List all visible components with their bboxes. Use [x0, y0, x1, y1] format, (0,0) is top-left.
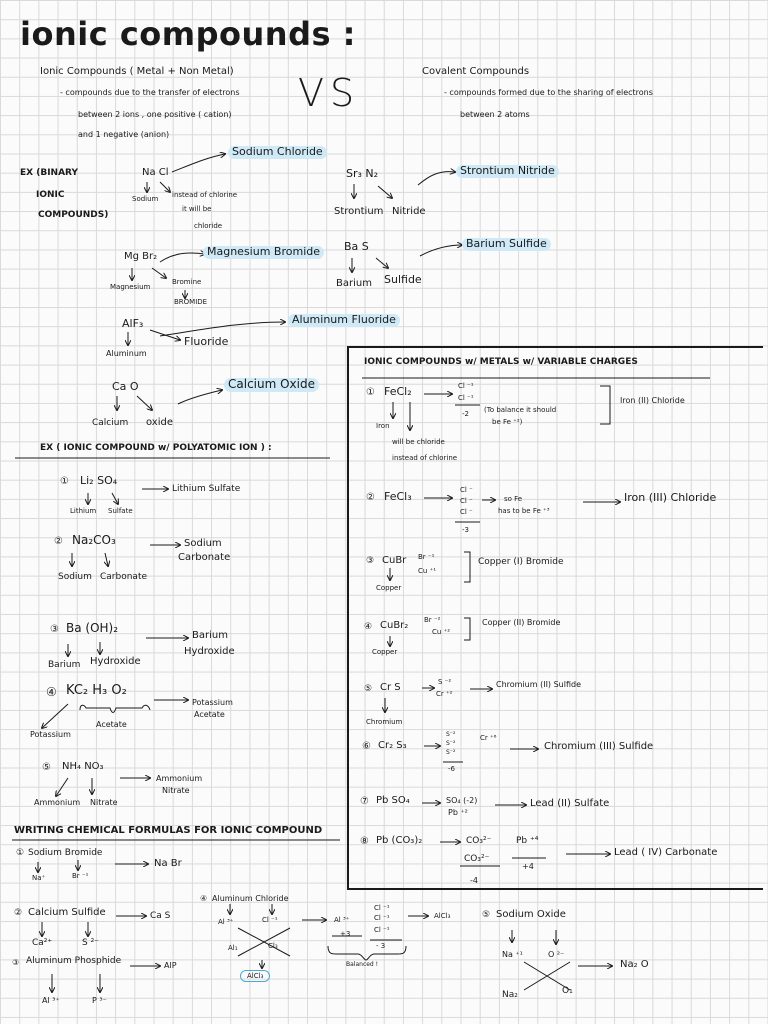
v6-extra: Cr ⁺⁶ [480, 734, 497, 742]
ionic-def-line1: - compounds due to the transfer of electrons [60, 88, 240, 97]
alf-formula: AlF₃ [122, 317, 144, 330]
w2-name: Calcium Sulfide [28, 907, 106, 918]
vs-label: VS [298, 71, 361, 115]
nacl-sodium: Sodium [132, 195, 159, 203]
poly-2-name: Sodium [184, 538, 222, 549]
v1-b: will be chloride [392, 438, 445, 446]
v1-b2: instead of chlorine [392, 454, 458, 462]
v1-note2: be Fe ⁺²) [492, 418, 523, 426]
cao-formula: Ca O [112, 380, 139, 393]
v2-num: ② [366, 492, 375, 503]
v4-formula: CuBr₂ [380, 620, 409, 631]
v2-note: so Fe [504, 495, 523, 503]
w4-al2: +3 [340, 930, 351, 938]
w5-c: Na₂ [502, 990, 518, 1000]
v2-formula: FeCl₃ [384, 490, 412, 503]
poly-2-a: Sodium [58, 572, 92, 582]
v1-ion1: Cl ⁻¹ [458, 382, 474, 390]
poly-3-b: Hydroxide [90, 656, 141, 667]
w5-result: Na₂ O [620, 959, 649, 970]
v8-formula: Pb (CO₃)₂ [376, 835, 423, 846]
poly-4-formula: KC₂ H₃ O₂ [66, 683, 127, 698]
w4-cl4: - 3 [376, 942, 386, 950]
v1-name: Iron (II) Chloride [620, 396, 685, 405]
variable-heading: IONIC COMPOUNDS w/ METALS w/ VARIABLE CHARGES [364, 357, 638, 367]
v6-ion1: S⁻² [446, 731, 456, 738]
v5-ion2: Cr ⁺² [436, 690, 453, 698]
bas-sulfide: Sulfide [384, 273, 422, 286]
v2-note2: has to be Fe ⁺³ [498, 507, 550, 515]
w4-cl3: Cl ⁻¹ [374, 926, 390, 934]
w4-cl1: Cl ⁻¹ [374, 904, 390, 912]
poly-4-a: Potassium [30, 730, 71, 739]
poly-heading: EX ( IONIC COMPOUND w/ POLYATOMIC ION ) : [40, 443, 272, 453]
v8-extra: Pb ⁺⁴ [516, 836, 539, 846]
bas-name: Barium Sulfide [462, 238, 551, 251]
w3-result: AlP [164, 961, 177, 970]
v7-name: Lead (II) Sulfate [530, 798, 610, 809]
v3-num: ③ [366, 556, 375, 566]
v3-formula: CuBr [382, 555, 407, 566]
w3-num: ③ [12, 958, 20, 967]
v8-ion2: CO₃²⁻ [464, 854, 490, 864]
poly-1-b: Sulfate [108, 507, 133, 515]
w4-d: Cl₃ [268, 942, 278, 950]
mgbr-magnesium: Magnesium [110, 283, 151, 291]
v2-ion1: Cl ⁻ [460, 486, 473, 494]
poly-4-num: ④ [46, 685, 57, 699]
v1-num: ① [366, 387, 375, 398]
v7-ion2: Pb ⁺² [448, 808, 468, 817]
w1-name: Sodium Bromide [28, 848, 103, 858]
poly-2-name2: Carbonate [178, 552, 231, 563]
w5-d: O₁ [562, 986, 573, 996]
poly-3-formula: Ba (OH)₂ [66, 621, 119, 635]
v1-note: (To balance it should [484, 406, 557, 414]
v2-ion3: Cl ⁻ [460, 508, 473, 516]
w1-a: Na⁺ [32, 874, 46, 882]
w4-b: Cl ⁻¹ [262, 916, 278, 924]
mgbr-bromine: Bromine [172, 278, 202, 286]
covalent-def-line2: between 2 atoms [460, 110, 530, 119]
alf-name: Aluminum Fluoride [288, 314, 400, 327]
v5-ion1: S ⁻² [438, 678, 452, 686]
alf-fluoride: Fluoride [184, 335, 229, 348]
v6-num: ⑥ [362, 741, 371, 752]
poly-3-name2: Hydroxide [184, 646, 235, 657]
mgbr-formula: Mg Br₂ [124, 251, 158, 262]
bas-formula: Ba S [344, 240, 369, 253]
poly-3-num: ③ [50, 624, 59, 635]
v1-ion2: Cl ⁻¹ [458, 394, 474, 402]
w4-name: Aluminum Chloride [212, 894, 289, 903]
w3-name: Aluminum Phosphide [26, 956, 122, 966]
w4-c: Al₁ [228, 944, 238, 952]
v6-ion4: -6 [448, 765, 455, 773]
w4-result: AlCl₃ [434, 912, 451, 920]
mgbr-bromide: BROMIDE [174, 298, 208, 306]
poly-2-num: ② [54, 536, 63, 547]
w3-a: Al ³⁺ [42, 996, 60, 1005]
srn-nitride: Nitride [392, 206, 426, 217]
srn-name: Strontium Nitride [456, 165, 559, 178]
v6-ion3: S⁻² [446, 749, 456, 756]
poly-2-b: Carbonate [100, 572, 148, 582]
ionic-def-line2: between 2 ions , one positive ( cation) [78, 110, 232, 119]
v3-name: Copper (I) Bromide [478, 557, 564, 567]
w2-num: ② [14, 908, 23, 918]
v8-ion1: CO₃²⁻ [466, 836, 492, 846]
v7-ion1: SO₄ (-2) [446, 796, 478, 805]
w5-num: ⑤ [482, 910, 491, 920]
v8-num: ⑧ [360, 836, 369, 847]
v3-copper: Copper [376, 584, 402, 592]
v5-formula: Cr S [380, 682, 401, 693]
v6-formula: Cr₂ S₃ [378, 740, 407, 751]
v6-name: Chromium (III) Sulfide [544, 741, 654, 752]
v7-num: ⑦ [360, 796, 369, 807]
v4-ion2: Cu ⁺² [432, 628, 451, 636]
poly-4-b: Acetate [96, 720, 127, 729]
v5-num: ⑤ [364, 684, 373, 694]
w5-b: O ²⁻ [548, 950, 565, 959]
w4-res-box: AlCl₃ [240, 970, 270, 982]
v4-name: Copper (II) Bromide [482, 618, 561, 627]
srn-formula: Sr₃ N₂ [346, 167, 379, 180]
v8-name: Lead ( IV) Carbonate [614, 847, 718, 858]
v8-extra2: +4 [522, 862, 534, 871]
bas-barium: Barium [336, 278, 372, 289]
cao-calcium: Calcium [92, 418, 129, 428]
v1-iron: Iron [376, 422, 390, 430]
nacl-formula: Na Cl [142, 167, 169, 178]
ionic-heading: Ionic Compounds ( Metal + Non Metal) [40, 66, 234, 77]
v4-num: ④ [364, 622, 373, 632]
w2-b: S ²⁻ [82, 938, 99, 948]
nacl-note-3: chloride [194, 222, 223, 230]
ionic-def-line3: and 1 negative (anion) [78, 130, 170, 139]
w4-balanced: Balanced ! [346, 961, 379, 968]
writing-heading: WRITING CHEMICAL FORMULAS FOR IONIC COMPOUND [14, 825, 323, 836]
w1-num: ① [16, 848, 25, 858]
poly-3-name: Barium [192, 630, 228, 641]
poly-2-formula: Na₂CO₃ [72, 533, 116, 547]
w5-a: Na ⁺¹ [502, 950, 523, 959]
w2-a: Ca²⁺ [32, 938, 53, 948]
w5-name: Sodium Oxide [496, 909, 566, 920]
nacl-name: Sodium Chloride [228, 146, 327, 159]
w3-b: P ³⁻ [92, 996, 107, 1005]
w4-num: ④ [200, 894, 208, 903]
v1-ion3: -2 [462, 410, 469, 418]
poly-1-name: Lithium Sulfate [172, 484, 241, 494]
v3-ion1: Br ⁻¹ [418, 553, 435, 561]
w2-result: Ca S [150, 911, 171, 921]
binary-label-1: EX (BINARY [20, 168, 78, 178]
v5-name: Chromium (II) Sulfide [496, 680, 581, 689]
v8-ion3: -4 [470, 876, 478, 885]
v7-formula: Pb SO₄ [376, 795, 410, 806]
poly-5-name2: Nitrate [162, 786, 190, 795]
nacl-note-2: it will be [182, 205, 212, 213]
poly-5-formula: NH₄ NO₃ [62, 761, 104, 772]
mgbr-name: Magnesium Bromide [203, 246, 324, 259]
srn-strontium: Strontium [334, 206, 384, 217]
w4-al: Al ³⁺ [334, 916, 350, 924]
alf-aluminum: Aluminum [106, 349, 147, 358]
poly-1-formula: Li₂ SO₄ [80, 474, 118, 487]
poly-4-name: Potassium [192, 698, 233, 707]
v4-copper: Copper [372, 648, 398, 656]
poly-5-a: Ammonium [34, 798, 81, 807]
nacl-note-1: instead of chlorine [172, 191, 238, 199]
w4-cl2: Cl ⁻¹ [374, 914, 390, 922]
v2-name: Iron (III) Chloride [624, 491, 717, 504]
poly-5-b: Nitrate [90, 798, 118, 807]
cao-name: Calcium Oxide [224, 378, 319, 392]
covalent-heading: Covalent Compounds [422, 66, 530, 77]
w1-b: Br ⁻¹ [72, 872, 89, 880]
poly-1-a: Lithium [70, 507, 97, 515]
poly-5-name: Ammonium [156, 774, 203, 783]
binary-label-3: COMPOUNDS) [38, 210, 109, 220]
v2-ion4: -3 [462, 526, 469, 534]
w4-a: Al ³⁺ [218, 918, 234, 926]
poly-1-num: ① [60, 476, 69, 487]
w1-result: Na Br [154, 858, 182, 869]
poly-3-a: Barium [48, 660, 81, 670]
v2-ion2: Cl ⁻ [460, 497, 473, 505]
binary-label-2: IONIC [36, 190, 65, 200]
poly-4-name2: Acetate [194, 710, 225, 719]
v3-ion2: Cu ⁺¹ [418, 567, 437, 575]
v6-ion2: S⁻² [446, 740, 456, 747]
covalent-def-line1: - compounds formed due to the sharing of electrons [444, 88, 653, 97]
poly-5-num: ⑤ [42, 762, 51, 773]
page-title: ionic compounds : [20, 15, 356, 53]
v4-ion1: Br ⁻² [424, 616, 441, 624]
v5-chromium: Chromium [366, 718, 403, 726]
cao-oxide: oxide [146, 417, 174, 428]
v1-formula: FeCl₂ [384, 385, 412, 398]
